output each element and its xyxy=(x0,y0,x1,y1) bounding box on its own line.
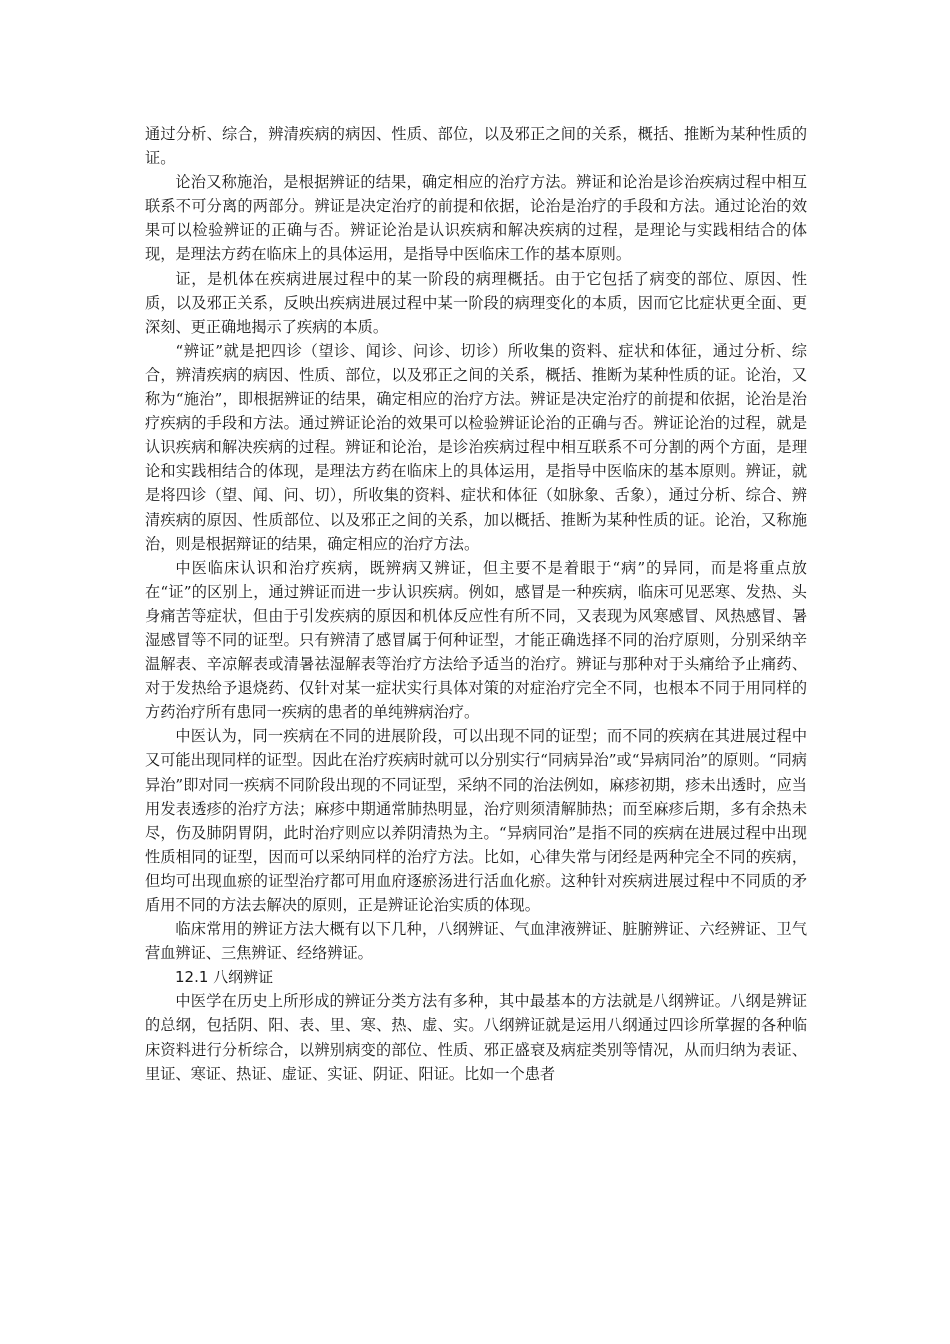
paragraph-zheng: 证，是机体在疾病进展过程中的某一阶段的病理概括。由于它包括了病变的部位、原因、性质，以及邪正关系，反映出疾病进展过程中某一阶段的病理变化的本质，因而它比症状更全面、更深刻、更正确地揭示了疾病的本质。 xyxy=(145,269,807,336)
paragraph-clinical: 中医临床认识和治疗疾病，既辨病又辨证，但主要不是着眼于“病”的异同，而是将重点放在“证”的区别上，通过辨证而进一步认识疾病。例如，感冒是一种疾病，临床可见恶寒、发热、头身痛苦等症状，但由于引发疾病的原因和机体反应性有所不同，又表现为风寒感冒、风热感冒、暑湿感冒等不同的证型。只有辨清了感冒属于何种证型，才能正确选择不同的治疗原则，分别采纳辛温解表、辛凉解表或清暑祛湿解表等治疗方法给予适当的治疗。辨证与那种对于头痛给予止痛药、对于发热给予退烧药、仅针对某一症状实行具体对策的对症治疗完全不同，也根本不同于用同样的方药治疗所有患同一疾病的患者的单纯辨病治疗。 xyxy=(145,558,807,722)
paragraph-bianzheng: “辨证”就是把四诊（望诊、闻诊、问诊、切诊）所收集的资料、症状和体征，通过分析、综合，辨清疾病的病因、性质、部位，以及邪正之间的关系，概括、推断为某种性质的证。论治，又称为“施治”，即根据辨证的结果，确定相应的治疗方法。辨证是决定治疗的前提和依据，论治是治疗疾病的手段和方法。通过辨证论治的效果可以检验辨证论治的正确与否。辨证论治的过程，就是认识疾病和解决疾病的过程。辨证和论治，是诊治疾病过程中相互联系不可分割的两个方面，是理论和实践相结合的体现，是理法方药在临床上的具体运用，是指导中医临床的基本原则。辨证，就是将四诊（望、闻、问、切），所收集的资料、症状和体征（如脉象、舌象），通过分析、综合、辨清疾病的原因、性质部位、以及邪正之间的关系，加以概括、推断为某种性质的证。论治，又称施治，则是根据辩证的结果，确定相应的治疗方法。 xyxy=(145,341,807,553)
section-heading: 12.1 八纲辨证 xyxy=(175,968,274,987)
paragraph-methods: 临床常用的辨证方法大概有以下几种，八纲辨证、气血津液辨证、脏腑辨证、六经辨证、卫气营血辨证、三焦辨证、经络辨证。 xyxy=(145,920,807,963)
paragraph-bagang: 中医学在历史上所形成的辨证分类方法有多种，其中最基本的方法就是八纲辨证。八纲是辨证的总纲，包括阴、阳、表、里、寒、热、虚、实。八纲辨证就是运用八纲通过四诊所掌握的各种临床资料进行分析综合，以辨别病变的部位、性质、邪正盛衰及病症类别等情况，从而归纳为表证、里证、寒证、热证、虚证、实证、阴证、阳证。比如一个患者 xyxy=(145,992,807,1083)
paragraph-continuation: 通过分析、综合，辨清疾病的病因、性质、部位，以及邪正之间的关系，概括、推断为某种性质的证。 xyxy=(145,125,807,168)
paragraph-lunzhi: 论治又称施治，是根据辨证的结果，确定相应的治疗方法。辨证和论治是诊治疾病过程中相互联系不可分离的两部分。辨证是决定治疗的前提和依据，论治是治疗的手段和方法。通过论治的效果可以检验辨证的正确与否。辨证论治是认识疾病和解决疾病的过程，是理论与实践相结合的体现，是理法方药在临床上的具体运用，是指导中医临床工作的基本原则。 xyxy=(145,173,807,264)
paragraph-tongbing-yizhi: 中医认为，同一疾病在不同的进展阶段，可以出现不同的证型；而不同的疾病在其进展过程中又可能出现同样的证型。因此在治疗疾病时就可以分别实行“同病异治”或“异病同治”的原则。“同病异治”即对同一疾病不同阶段出现的不同证型，采纳不同的治法例如，麻疹初期，疹未出透时，应当用发表透疹的治疗方法；麻疹中期通常肺热明显，治疗则须清解肺热；而至麻疹后期，多有余热未尽，伤及肺阴胃阴，此时治疗则应以养阴清热为主。“异病同治”是指不同的疾病在进展过程中出现性质相同的证型，因而可以采纳同样的治疗方法。比如，心律失常与闭经是两种完全不同的疾病，但均可出现血瘀的证型治疗都可用血府逐瘀汤进行活血化瘀。这种针对疾病进展过程中不同质的矛盾用不同的方法去解决的原则，正是辨证论治实质的体现。 xyxy=(145,727,807,914)
document-page xyxy=(145,122,807,1086)
